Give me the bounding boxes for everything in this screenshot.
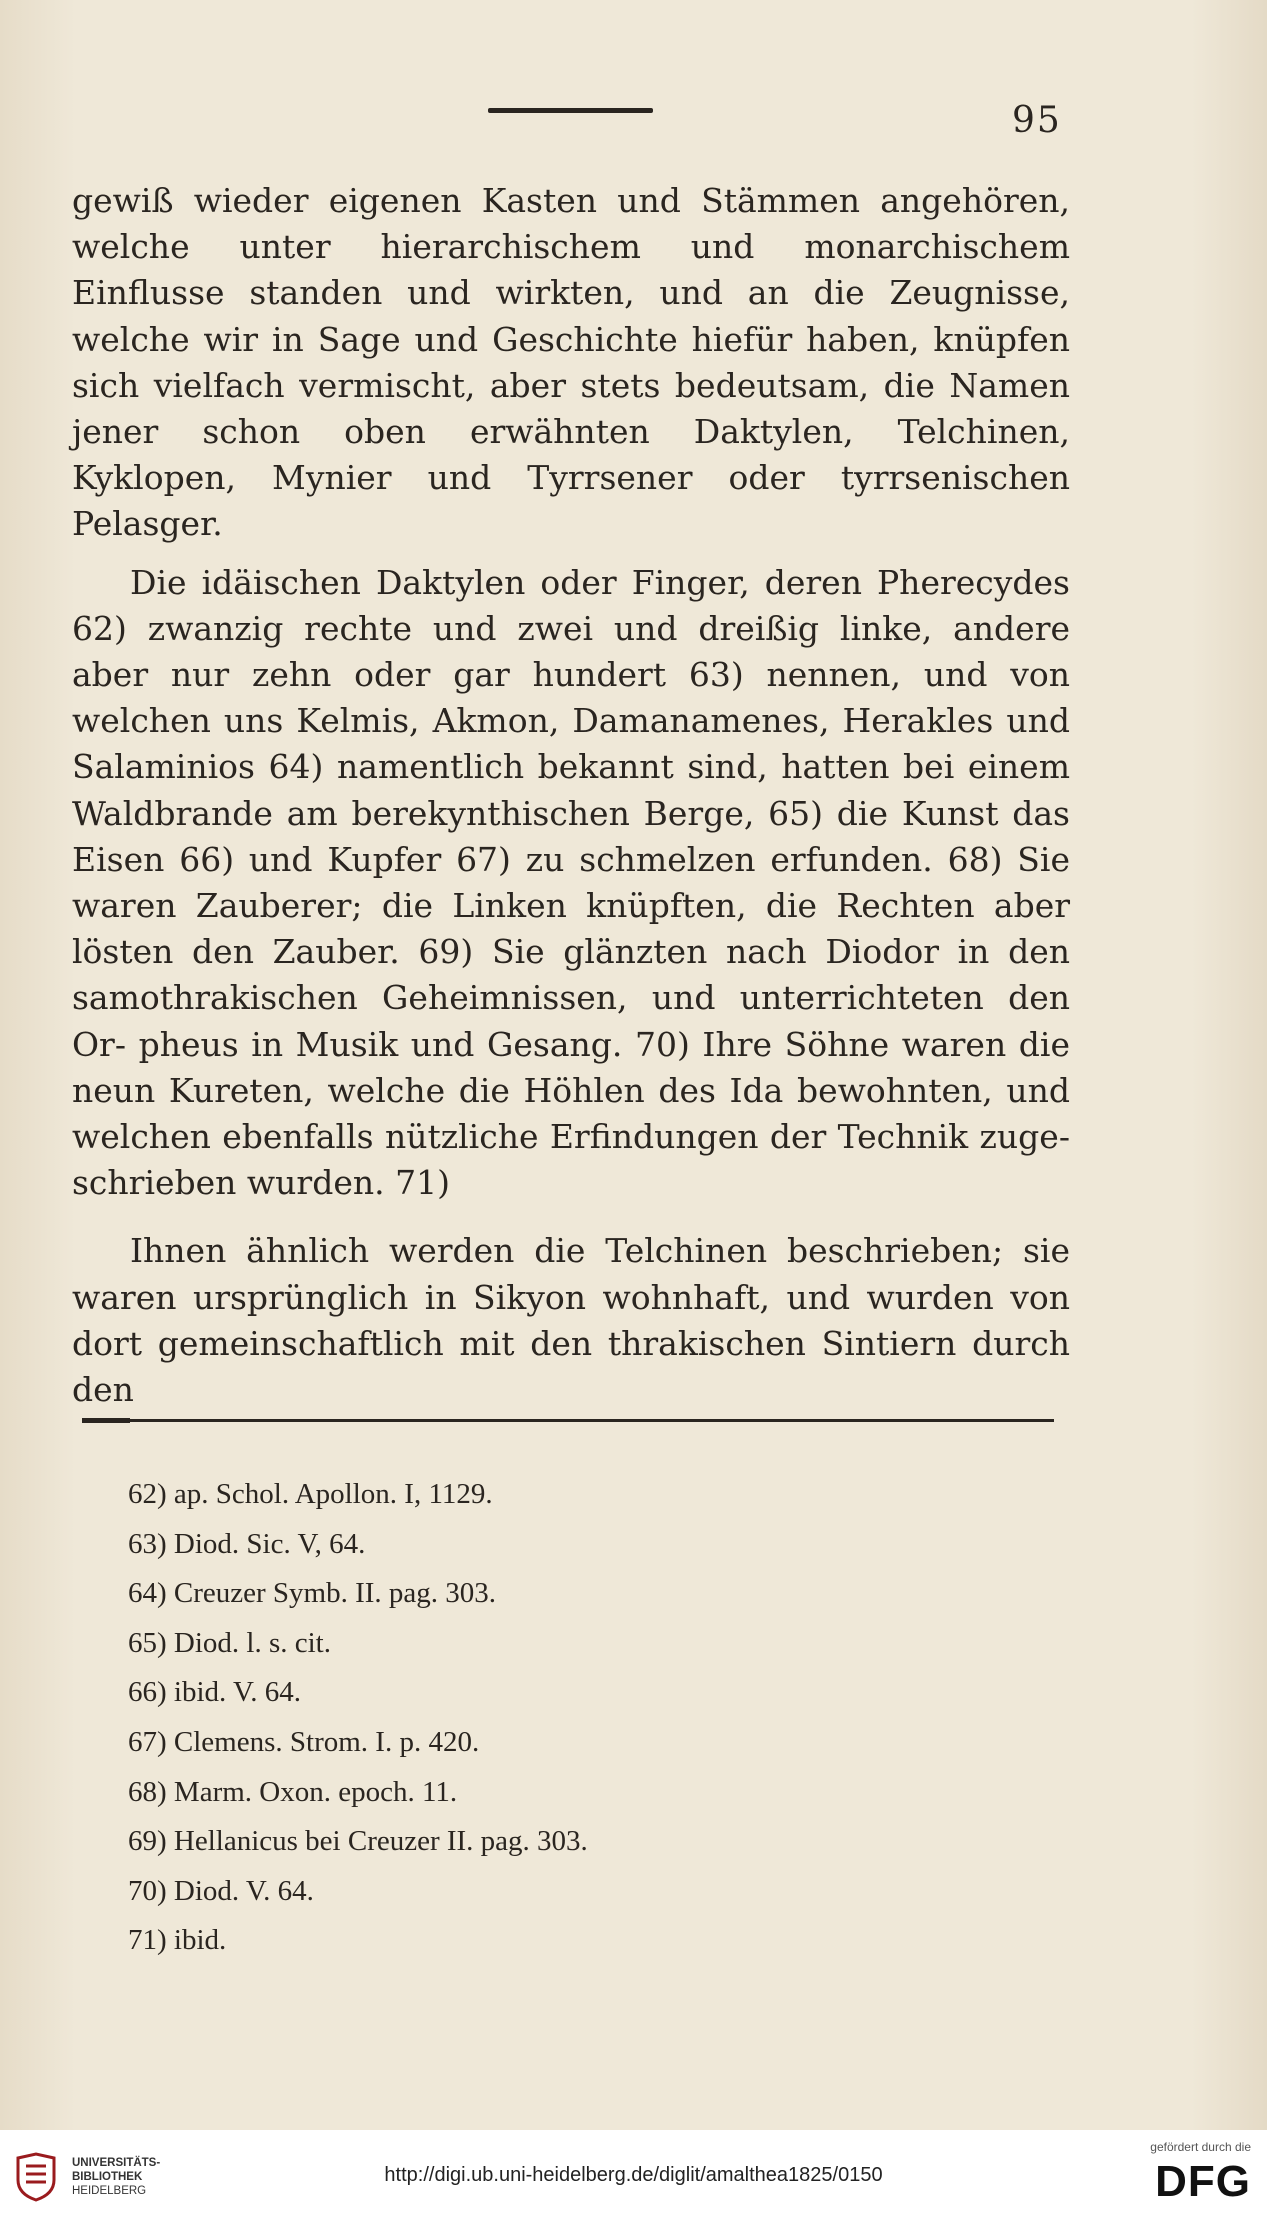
page-number: 95 [1012,100,1062,141]
library-line: BIBLIOTHEK [72,2171,143,2183]
library-line: UNIVERSITÄTS- [72,2157,161,2169]
footnote: 68) Marm. Oxon. epoch. 11. [128,1775,458,1808]
funder-block [1121,2140,1251,2210]
dfg-logo: DFG [1155,2157,1251,2206]
paragraph: Ihnen ähnlich werden die Telchinen beschrieben; sie waren ursprünglich in Sikyon wohnhaft, und wurden von dort gemeinschaftlich mit den thrakischen Sintiern durch den [72,1231,1070,1410]
footnote: 71) ibid. [128,1924,227,1957]
footnote: 67) Clemens. Strom. I. p. 420. [128,1725,480,1758]
footnote-separator [82,1419,1054,1422]
library-line: HEIDELBERG [72,2185,147,2197]
paragraph: Die idäischen Daktylen oder Finger, deren Pherecydes 62) zwanzig rechte und zwei und dreißig linke, andere aber nur zehn oder gar hundert 63) nennen, und von welchen uns Kelmis, Akmon, Damanamenes, Herakles und Salaminios 64) namentlich bekannt sind, hatten bei einem Waldbrande am berekynthischen Berge, 65) die Kunst das Eisen 66) und Kupfer 67) zu schmelzen erfunden. 68) Sie waren Zauberer; die Linken knüpften, die Rechten aber lösten den Zauber. 69) Sie glänzten nach Diodor in den samothrakischen Geheimnissen, und unterrichteten den Or- pheus in Musik und Gesang. 70) Ihre Söhne waren die neun Kureten, welche die Höhlen des Ida bewohnten, und welchen ebenfalls nützliche Erfindungen der Technik zuge- schrieben wurden. 71) [72,562,1070,1203]
footnote: 65) Diod. l. s. cit. [128,1626,331,1659]
funder-caption: gefördert durch die [1150,2140,1251,2154]
footnote: 64) Creuzer Symb. II. pag. 303. [128,1577,497,1610]
footnote: 66) ibid. V. 64. [128,1676,301,1709]
footnote: 62) ap. Schol. Apollon. I, 1129. [128,1478,493,1510]
footnote: 69) Hellanicus bei Creuzer II. pag. 303. [128,1825,588,1858]
footnotes [128,1470,928,1966]
header-rule [488,108,653,113]
paragraph: gewiß wieder eigenen Kasten und Stämmen angehören, welche unter hierarchischem und monarchischem Einflusse standen und wirkten, und an die Zeugnisse, welche wir in Sage und Geschichte hiefür haben, knüpfen sich vielfach vermischt, aber stets bedeutsam, die Namen jener schon oben erwähnten Daktylen, Telchinen, Kyklopen, Mynier und Tyrrsener oder tyrrsenischen Pelasger. [72,181,1070,544]
body-text [72,178,1070,1413]
footnote: 63) Diod. Sic. V, 64. [128,1527,366,1560]
viewer-footer [0,2130,1267,2222]
footnote: 70) Diod. V. 64. [128,1874,314,1907]
permalink-url[interactable]: http://digi.ub.uni-heidelberg.de/diglit/amalthea1825/0150 [384,2164,883,2186]
